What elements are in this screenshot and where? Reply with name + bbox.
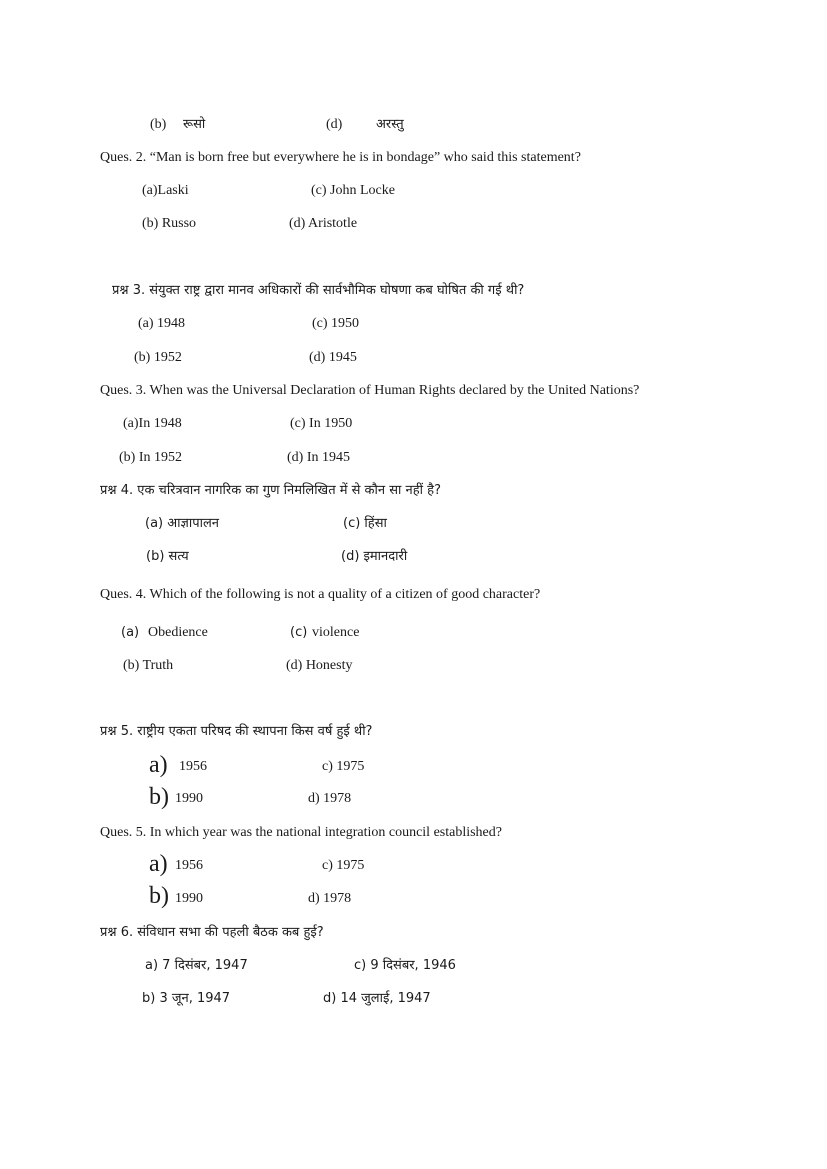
q4-hi-option-a: (a) आज्ञापालन [145,516,220,531]
q4-en-option-d: (d) Honesty [286,658,353,673]
q4-hi-option-d: (d) इमानदारी [341,549,408,564]
q2-en-option-d: (d) Aristotle [289,216,358,231]
q5-hi-option-d: d) 1978 [308,791,352,806]
q2-hi-option-d-text: अरस्तु [376,117,404,132]
q4-hi-option-c: (c) हिंसा [343,516,387,531]
q3-hi-option-a: (a) 1948 [138,316,186,331]
q2-en-option-a: (a)Laski [142,183,189,198]
q5-hi-question: प्रश्न 5. राष्ट्रीय एकता परिषद की स्थापना किस वर्ष हुई थी? [100,724,373,739]
q6-hi-option-b: b) 3 जून, 1947 [142,991,231,1006]
q4-hi-question: प्रश्न 4. एक चरित्रवान नागरिक का गुण निमलिखित में से कौन सा नहीं है? [100,483,441,498]
q5-hi-option-c: c) 1975 [322,759,365,774]
q2-en-option-c: (c) John Locke [311,183,395,198]
q2-hi-option-b-text: रूसो [183,117,206,132]
q3-hi-option-d: (d) 1945 [309,350,357,365]
q5-en-option-b-text: 1990 [175,891,203,906]
q4-en-option-a-letter: (a) [121,625,140,640]
q2-hi-option-b-letter: (b) [150,117,167,132]
q4-en-option-c-letter: (c) [290,625,308,640]
q5-hi-option-b-text: 1990 [175,791,203,806]
q4-en-option-b: (b) Truth [123,658,174,673]
q3-en-option-a: (a)In 1948 [123,416,182,431]
q6-hi-option-d: d) 14 जुलाई, 1947 [323,991,431,1006]
q5-en-question: Ques. 5. In which year was the national integration council established? [100,825,502,840]
q6-hi-option-a: a) 7 दिसंबर, 1947 [145,958,248,973]
q3-en-option-b: (b) In 1952 [119,450,182,465]
q4-hi-option-b: (b) सत्य [146,549,189,564]
q3-en-option-c: (c) In 1950 [290,416,353,431]
q5-hi-option-b-letter: b) [149,784,169,810]
q3-hi-option-b: (b) 1952 [134,350,182,365]
q4-en-option-a-text: Obedience [148,625,208,640]
q3-hi-option-c: (c) 1950 [312,316,360,331]
q2-en-question: Ques. 2. “Man is born free but everywhere he is in bondage” who said this statement? [100,150,581,165]
q5-en-option-d: d) 1978 [308,891,352,906]
q5-en-option-b-letter: b) [149,883,169,909]
q4-en-option-c-text: violence [312,625,360,640]
q5-hi-option-a-text: 1956 [179,759,207,774]
q2-en-option-b: (b) Russo [142,216,197,231]
q5-en-option-c: c) 1975 [322,858,365,873]
q3-en-question: Ques. 3. When was the Universal Declaration of Human Rights declared by the United Nations? [100,383,640,398]
q3-en-option-d: (d) In 1945 [287,450,350,465]
q3-hi-question: प्रश्न 3. संयुक्त राष्ट्र द्वारा मानव अधिकारों की सार्वभौमिक घोषणा कब घोषित की गई थी? [112,283,525,298]
q5-hi-option-a-letter: a) [149,752,168,778]
q5-en-option-a-text: 1956 [175,858,203,873]
q5-en-option-a-letter: a) [149,851,168,877]
q6-hi-option-c: c) 9 दिसंबर, 1946 [354,958,456,973]
q4-en-question: Ques. 4. Which of the following is not a quality of a citizen of good character? [100,587,541,602]
q6-hi-question: प्रश्न 6. संविधान सभा की पहली बैठक कब हुई? [100,925,324,940]
q2-hi-option-d-letter: (d) [326,117,343,132]
